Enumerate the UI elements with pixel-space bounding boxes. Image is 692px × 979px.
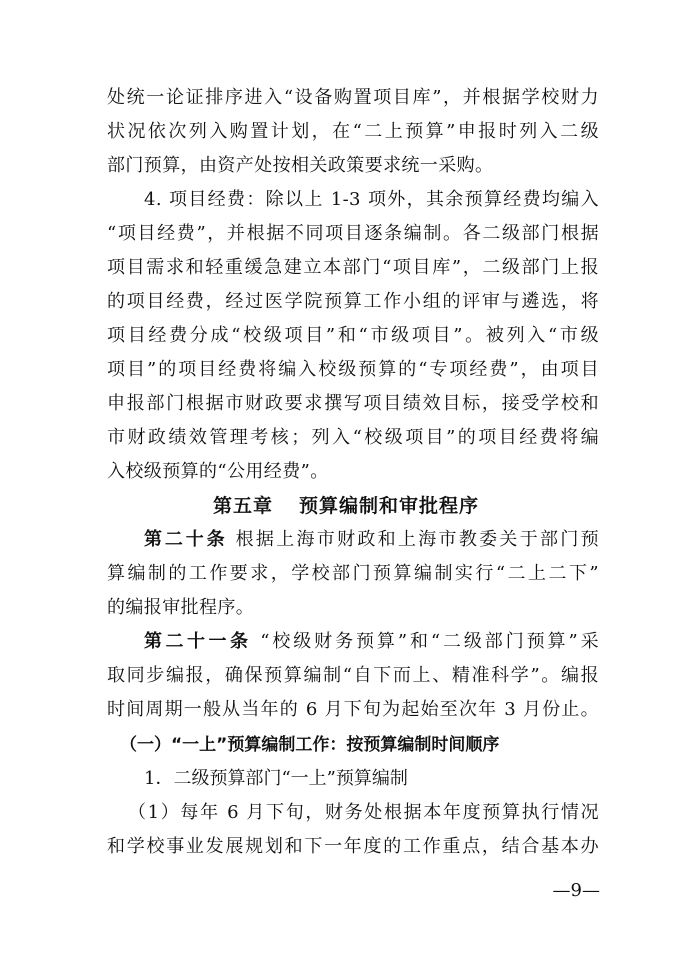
article-21-label: 第二十一条: [144, 631, 252, 652]
chapter-title: 预算编制和审批程序: [299, 495, 480, 517]
item4-line: 申报部门根据市财政要求撰写项目绩效目标，接受学校和: [107, 393, 599, 414]
article-20-text: 根据上海市财政和上海市教委关于部门预: [235, 529, 600, 550]
article-21-line: 时间周期一般从当年的 6 月下旬为起始至次年 3 月份止。: [107, 699, 599, 720]
paragraph-line: 处统一论证排序进入“设备购置项目库”，并根据学校财力: [107, 87, 599, 108]
item4-line: “项目经费”，并根据不同项目逐条编制。各二级部门根据: [107, 223, 599, 244]
subsection-heading: 1．二级预算部门“一上”预算编制: [144, 768, 408, 789]
item4-line: 项目经费分成“校级项目”和“市级项目”。被列入“市级: [107, 325, 599, 346]
paragraph-line: （1）每年 6 月下旬，财务处根据本年度预算执行情况: [128, 802, 599, 823]
article-20-line: 算编制的工作要求，学校部门预算编制实行“二上二下”: [107, 563, 599, 584]
item4-line: 入校级预算的“公用经费”。: [107, 461, 329, 482]
paragraph-line: 和学校事业发展规划和下一年度的工作重点，结合基本办: [107, 836, 599, 857]
article-20-line: 的编报审批程序。: [107, 597, 255, 618]
article-20-label: 第二十条: [144, 529, 228, 550]
item4-line: 的项目经费，经过医学院预算工作小组的评审与遴选，将: [107, 291, 599, 312]
item4-line: 项目”的项目经费将编入校级预算的“专项经费”，由项目: [107, 359, 599, 380]
chapter-number: 第五章: [212, 495, 273, 517]
paragraph-line: 部门预算，由资产处按相关政策要求统一采购。: [107, 155, 494, 176]
paragraph-line: 状况依次列入购置计划，在“二上预算”申报时列入二级: [107, 121, 599, 142]
chapter-heading: [0, 494, 692, 518]
item4-line: 市财政绩效管理考核；列入“校级项目”的项目经费将编: [107, 427, 599, 448]
page-number: —9—: [552, 880, 600, 901]
item4-line: 项目需求和轻重缓急建立本部门“项目库”，二级部门上报: [107, 257, 599, 278]
article-21-line: [144, 630, 599, 654]
item4-line: 4. 项目经费：除以上 1-3 项外，其余预算经费均编入: [144, 189, 599, 210]
article-21-line: 取同步编报，确保预算编制“自下而上、精准科学”。编报: [107, 665, 599, 686]
article-20-line: [144, 528, 599, 552]
section-heading: （一）“一上”预算编制工作：按预算编制时间顺序: [120, 735, 500, 755]
article-21-text: “校级财务预算”和“二级部门预算”采: [260, 631, 599, 652]
